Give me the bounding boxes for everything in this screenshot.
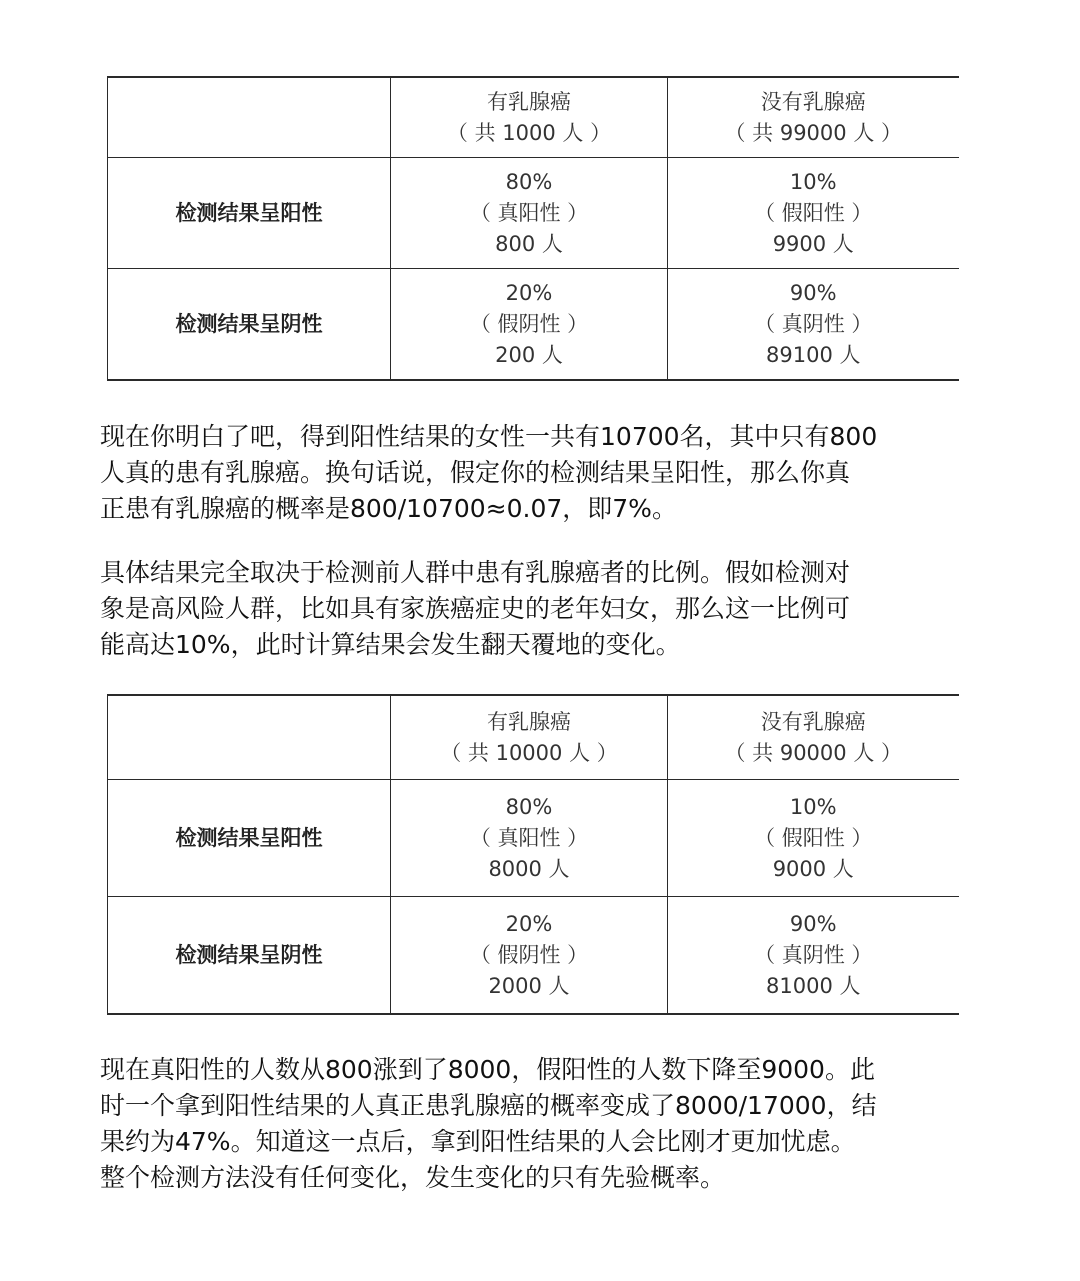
header-total: （ 共 99000 人 ） bbox=[724, 120, 902, 145]
row-label: 检测结果呈阴性 bbox=[108, 269, 391, 381]
table-row-positive bbox=[108, 780, 959, 897]
cell-kind: （ 假阳性 ） bbox=[754, 200, 873, 225]
paragraph-1 bbox=[100, 419, 960, 527]
table-cell bbox=[391, 158, 668, 269]
cell-count: 800 人 bbox=[495, 231, 563, 256]
cell-kind: （ 真阳性 ） bbox=[469, 200, 589, 225]
table-cell bbox=[668, 897, 959, 1015]
header-total: （ 共 90000 人 ） bbox=[724, 740, 902, 765]
paragraph-line: 人真的患有乳腺癌。换句话说，假定你的检测结果呈阳性，那么你真 bbox=[100, 458, 851, 487]
paragraph-3 bbox=[100, 1052, 960, 1196]
paragraph-line: 象是高风险人群，比如具有家族癌症史的老年妇女，那么这一比例可 bbox=[100, 594, 851, 623]
table-cell bbox=[391, 269, 668, 381]
header-title: 没有乳腺癌 bbox=[760, 709, 866, 734]
header-title: 没有乳腺癌 bbox=[760, 89, 866, 114]
cell-count: 200 人 bbox=[495, 342, 563, 367]
header-title: 有乳腺癌 bbox=[487, 709, 571, 734]
header-cell-no-cancer bbox=[668, 77, 959, 158]
table-cell bbox=[668, 158, 959, 269]
table-cell bbox=[391, 897, 668, 1015]
cell-count: 2000 人 bbox=[488, 973, 570, 998]
table-row-negative bbox=[108, 269, 959, 381]
table-header-row bbox=[108, 77, 959, 158]
cell-percent: 20% bbox=[505, 911, 553, 936]
paragraph-line: 现在真阳性的人数从800涨到了8000，假阳性的人数下降至9000。此 bbox=[100, 1055, 875, 1084]
table-corner-cell bbox=[108, 695, 391, 780]
cell-kind: （ 假阴性 ） bbox=[469, 942, 589, 967]
cell-kind: （ 假阴性 ） bbox=[469, 311, 589, 336]
cell-kind: （ 真阴性 ） bbox=[754, 942, 873, 967]
cell-count: 81000 人 bbox=[766, 973, 861, 998]
header-total: （ 共 1000 人 ） bbox=[446, 120, 612, 145]
table-row-negative bbox=[108, 897, 959, 1015]
table-header-row bbox=[108, 695, 959, 780]
paragraph-line: 正患有乳腺癌的概率是800/10700≈0.07，即7%。 bbox=[100, 494, 677, 523]
header-title: 有乳腺癌 bbox=[487, 89, 571, 114]
probability-table-1 bbox=[107, 76, 959, 381]
table-cell bbox=[668, 780, 959, 897]
table-cell bbox=[668, 269, 959, 381]
cell-percent: 90% bbox=[789, 280, 837, 305]
paragraph-line: 整个检测方法没有任何变化，发生变化的只有先验概率。 bbox=[100, 1163, 726, 1192]
row-label: 检测结果呈阳性 bbox=[108, 780, 391, 897]
table-corner-cell bbox=[108, 77, 391, 158]
cell-count: 8000 人 bbox=[488, 856, 570, 881]
cell-percent: 90% bbox=[789, 911, 837, 936]
paragraph-line: 现在你明白了吧，得到阳性结果的女性一共有10700名，其中只有800 bbox=[100, 422, 878, 451]
header-cell-has-cancer bbox=[391, 695, 668, 780]
cell-count: 9000 人 bbox=[772, 856, 854, 881]
table-cell bbox=[391, 780, 668, 897]
cell-kind: （ 真阴性 ） bbox=[754, 311, 873, 336]
cell-kind: （ 真阳性 ） bbox=[469, 825, 589, 850]
cell-percent: 10% bbox=[789, 794, 837, 819]
cell-percent: 80% bbox=[505, 169, 553, 194]
cell-percent: 20% bbox=[505, 280, 553, 305]
paragraph-2 bbox=[100, 555, 960, 663]
paragraph-line: 果约为47%。知道这一点后，拿到阳性结果的人会比刚才更加忧虑。 bbox=[100, 1127, 856, 1156]
cell-count: 9900 人 bbox=[772, 231, 854, 256]
row-label: 检测结果呈阴性 bbox=[108, 897, 391, 1015]
header-cell-has-cancer bbox=[391, 77, 668, 158]
paragraph-line: 能高达10%，此时计算结果会发生翻天覆地的变化。 bbox=[100, 630, 681, 659]
header-cell-no-cancer bbox=[668, 695, 959, 780]
cell-kind: （ 假阳性 ） bbox=[754, 825, 873, 850]
paragraph-line: 时一个拿到阳性结果的人真正患乳腺癌的概率变成了8000/17000，结 bbox=[100, 1091, 877, 1120]
table-row-positive bbox=[108, 158, 959, 269]
probability-table-2 bbox=[107, 694, 959, 1015]
paragraph-line: 具体结果完全取决于检测前人群中患有乳腺癌者的比例。假如检测对 bbox=[100, 558, 851, 587]
cell-percent: 80% bbox=[505, 794, 553, 819]
cell-percent: 10% bbox=[789, 169, 837, 194]
cell-count: 89100 人 bbox=[766, 342, 861, 367]
header-total: （ 共 10000 人 ） bbox=[440, 740, 618, 765]
row-label: 检测结果呈阳性 bbox=[108, 158, 391, 269]
